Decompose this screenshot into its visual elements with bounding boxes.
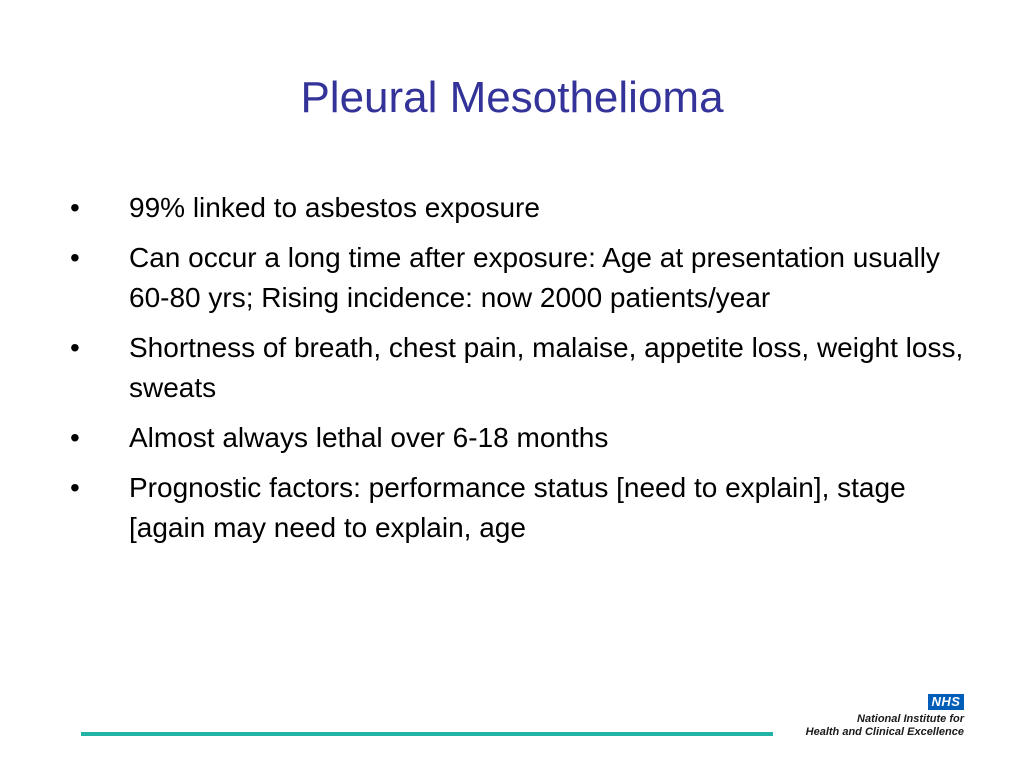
bullet-icon: • — [70, 332, 80, 363]
nhs-logo-icon: NHS — [928, 694, 964, 710]
org-name-line-1: National Institute for — [857, 713, 964, 725]
nice-logo-block — [800, 694, 968, 744]
bullet-text: Can occur a long time after exposure: Age at presentation usually 60-80 yrs; Rising incidence: now 2000 patients/year — [129, 242, 940, 313]
bullet-text: Shortness of breath, chest pain, malaise, appetite loss, weight loss, sweats — [129, 332, 964, 403]
bullet-item — [70, 468, 970, 548]
bullet-item — [70, 418, 970, 458]
bullet-icon: • — [70, 192, 80, 223]
org-name-line-2: Health and Clinical Excellence — [805, 726, 964, 738]
bullet-text: Almost always lethal over 6-18 months — [129, 422, 609, 453]
bullet-item — [70, 328, 970, 408]
bullet-icon: • — [70, 472, 80, 503]
bullet-item — [70, 238, 970, 318]
footer-divider — [81, 732, 773, 736]
bullet-icon: • — [70, 422, 80, 453]
slide-title: Pleural Mesothelioma — [300, 73, 724, 122]
bullet-icon: • — [70, 242, 80, 273]
bullet-item — [70, 188, 970, 228]
bullet-text: 99% linked to asbestos exposure — [129, 192, 540, 223]
bullet-list — [70, 188, 970, 558]
bullet-text: Prognostic factors: performance status [need to explain], stage [again may need to explain, age — [129, 472, 906, 543]
